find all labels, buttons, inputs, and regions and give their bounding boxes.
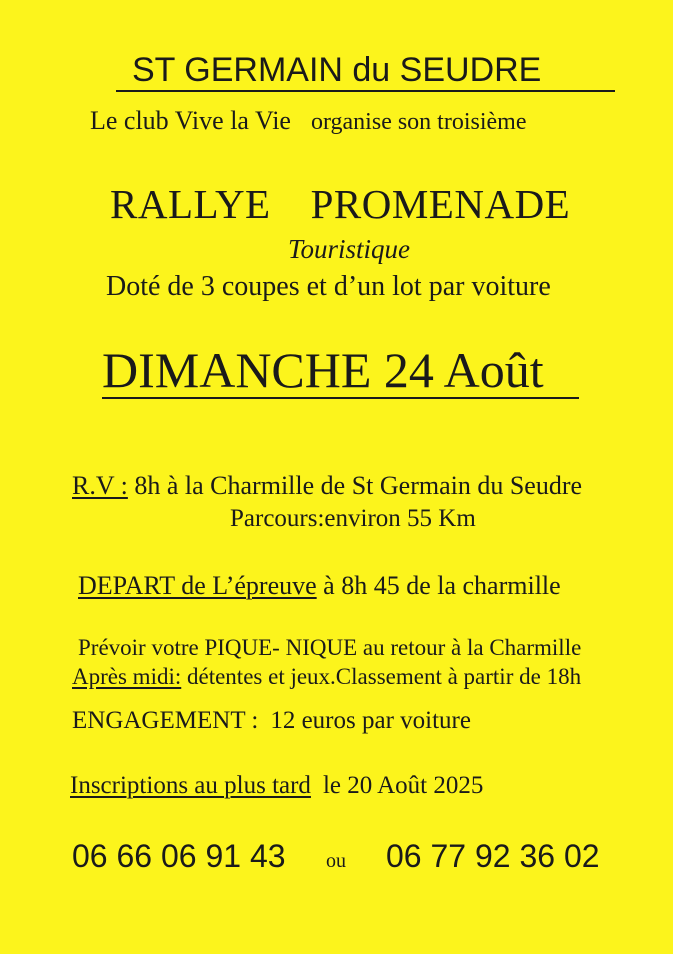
intro-line bbox=[90, 105, 527, 138]
rendezvous-line bbox=[72, 470, 582, 502]
event-title-word1: RALLYE bbox=[110, 181, 271, 227]
afternoon-text: détentes et jeux.Classement à partir de 18h bbox=[187, 664, 582, 689]
registration-line bbox=[70, 770, 483, 802]
picnic-line: Prévoir votre PIQUE- NIQUE au retour à la Charmille bbox=[78, 635, 582, 660]
registration-deadline: le 20 Août 2025 bbox=[322, 772, 484, 799]
afternoon-line bbox=[72, 663, 581, 691]
departure-line bbox=[72, 570, 561, 602]
event-subtitle: Touristique bbox=[288, 234, 411, 264]
intro-organise: organise son troisième bbox=[310, 109, 527, 135]
rendezvous-label: R.V : bbox=[72, 471, 128, 500]
event-title-word2: PROMENADE bbox=[310, 181, 571, 227]
rendezvous-text: 8h à la Charmille de St Germain du Seudre bbox=[134, 471, 583, 500]
route-distance: Parcours:environ 55 Km bbox=[230, 505, 476, 532]
phone-number-1: 06 66 06 91 43 bbox=[72, 838, 286, 874]
club-name: Le club Vive la Vie bbox=[90, 106, 291, 135]
departure-text: à 8h 45 de la charmille bbox=[323, 571, 561, 600]
fee-text: 12 euros par voiture bbox=[270, 707, 471, 734]
registration-label: Inscriptions au plus tard bbox=[70, 772, 311, 799]
event-prizes: Doté de 3 coupes et d’un lot par voiture bbox=[106, 271, 551, 302]
phone-separator: ou bbox=[326, 850, 346, 872]
fee-label: ENGAGEMENT : bbox=[72, 707, 259, 734]
phone-number-2: 06 77 92 36 02 bbox=[386, 838, 600, 874]
event-title bbox=[110, 180, 570, 228]
fee-line bbox=[72, 705, 471, 737]
afternoon-label: Après midi: bbox=[72, 664, 182, 689]
departure-label: DEPART de L’épreuve bbox=[78, 571, 317, 600]
page-title: ST GERMAIN du SEUDRE bbox=[116, 50, 615, 92]
event-date: DIMANCHE 24 Août bbox=[102, 343, 579, 399]
